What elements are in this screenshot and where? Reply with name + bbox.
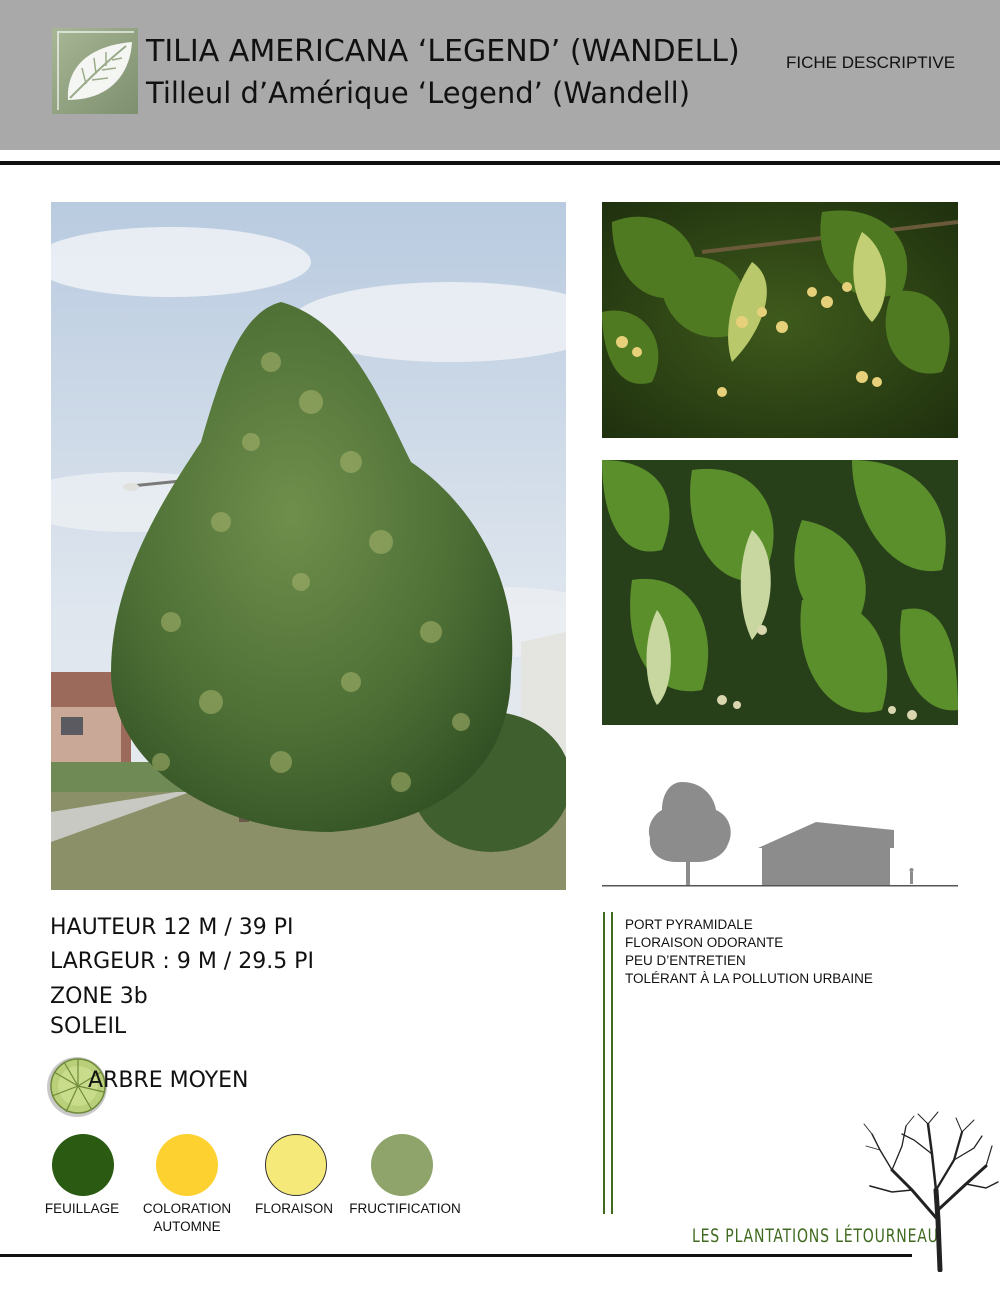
swatch-label-autumn-text: COLORATION AUTOMNE bbox=[142, 1201, 232, 1234]
flower-photo bbox=[602, 202, 958, 438]
zone-spec: ZONE 3b bbox=[50, 984, 148, 1009]
scale-silhouette-diagram bbox=[602, 770, 958, 890]
feature-item: FLORAISON ODORANTE bbox=[625, 935, 784, 950]
leaf-logo-icon bbox=[52, 28, 138, 114]
swatch-label-fruiting: FRUCTIFICATION bbox=[349, 1201, 461, 1216]
swatch-fruiting bbox=[371, 1134, 433, 1196]
swatch-autumn-color bbox=[156, 1134, 218, 1196]
feature-item: PORT PYRAMIDALE bbox=[625, 917, 753, 932]
top-divider bbox=[0, 161, 1000, 165]
features-list bbox=[625, 916, 873, 988]
swatch-flowering bbox=[265, 1134, 327, 1196]
exposure-spec: SOLEIL bbox=[50, 1014, 127, 1039]
bottom-divider bbox=[0, 1254, 912, 1257]
swatch-label-flowering: FLORAISON bbox=[254, 1201, 333, 1216]
height-spec: HAUTEUR 12 M / 39 PI bbox=[50, 915, 294, 940]
document-type-label: FICHE DESCRIPTIVE bbox=[786, 53, 956, 72]
title-french: Tilleul d’Amérique ‘Legend’ (Wandell) bbox=[146, 76, 691, 110]
leaves-photo bbox=[602, 460, 958, 725]
swatch-label-foliage: FEUILLAGE bbox=[44, 1201, 120, 1216]
swatch-foliage bbox=[52, 1134, 114, 1196]
swatch-label-autumn bbox=[127, 1200, 247, 1236]
header-band bbox=[0, 0, 1000, 150]
feature-item: TOLÉRANT À LA POLLUTION URBAINE bbox=[625, 971, 873, 986]
feature-item: PEU D’ENTRETIEN bbox=[625, 953, 746, 968]
vertical-divider-right bbox=[611, 912, 613, 1214]
title-latin: TILIA AMERICANA ‘LEGEND’ (WANDELL) bbox=[146, 34, 740, 69]
width-spec: LARGEUR : 9 M / 29.5 PI bbox=[50, 949, 314, 974]
size-class-label: ARBRE MOYEN bbox=[88, 1068, 249, 1093]
bare-tree-icon bbox=[862, 1110, 1000, 1272]
vertical-divider-left bbox=[603, 912, 605, 1214]
tree-photo bbox=[51, 202, 566, 890]
brand-name: LES PLANTATIONS LÉTOURNEAU bbox=[692, 1225, 939, 1247]
